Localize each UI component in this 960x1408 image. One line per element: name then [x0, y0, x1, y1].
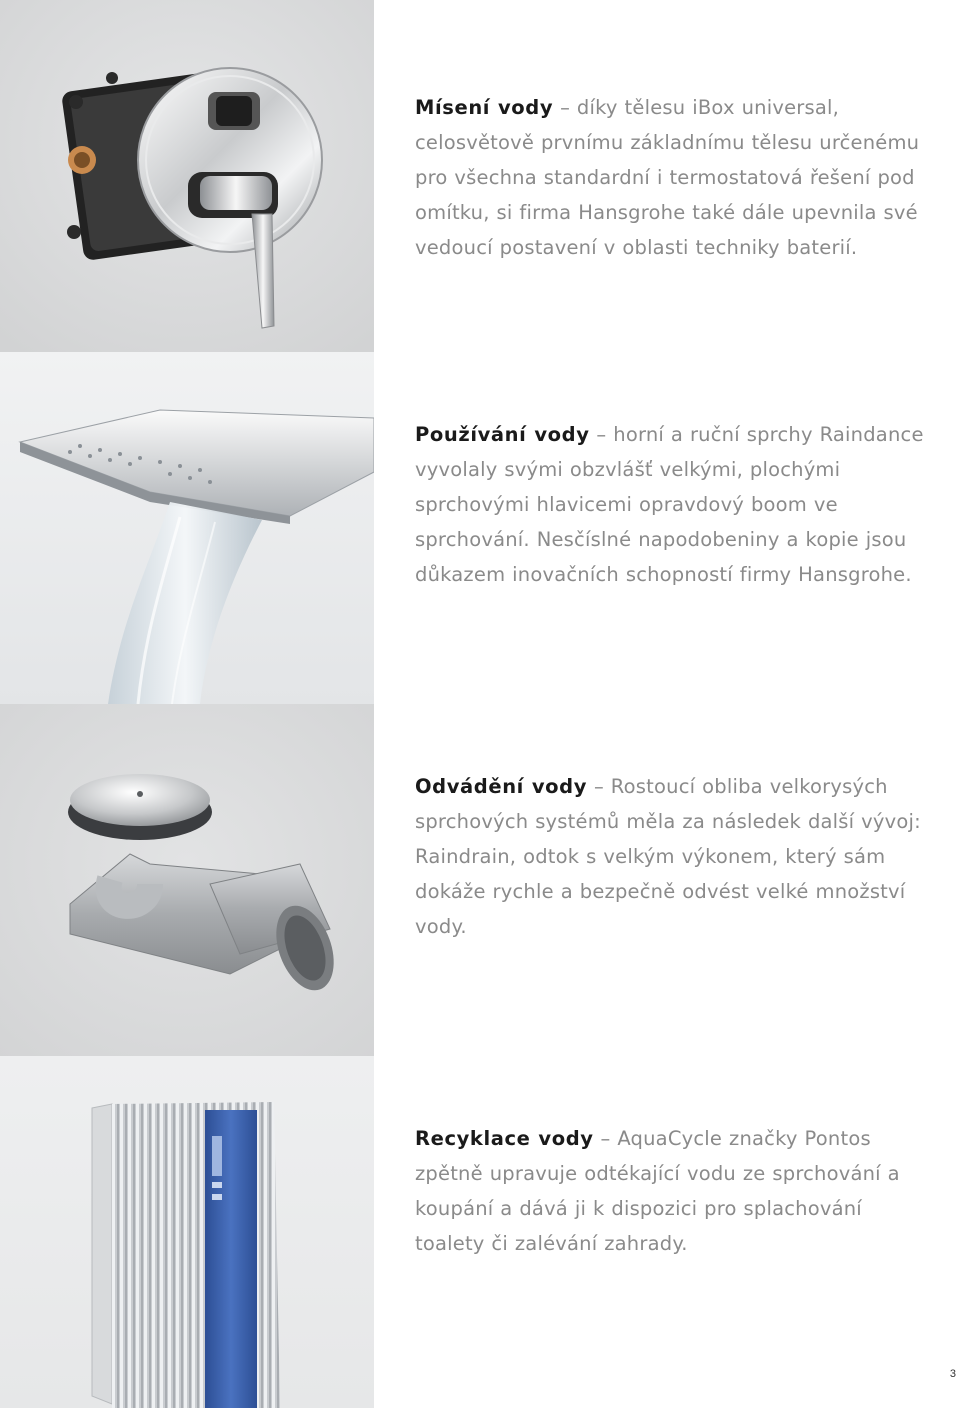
- ibox-mixer-image: [0, 0, 374, 352]
- page-number: 3: [949, 1368, 956, 1380]
- section-recycling-water: [415, 1121, 935, 1261]
- section-body: Rostoucí obliba velkorysých sprchových systémů měla za následek další vývoj: Raindrain, odtok s velkým výkonem, který sám dokáže rychle a bezpečně odvést velké množství vody.: [415, 775, 921, 938]
- section-heading: Recyklace vody: [415, 1127, 594, 1150]
- section-mixing-water: [415, 90, 935, 265]
- aquacycle-unit-image: [0, 1056, 374, 1408]
- section-heading: Mísení vody: [415, 96, 554, 119]
- section-dash: –: [600, 1127, 611, 1150]
- raindrain-drain-image: [0, 704, 374, 1056]
- section-body: díky tělesu iBox universal, celosvětově prvnímu základnímu tělesu určenému pro všechna standardní i termostatová řešení pod omítku, si firma Hansgrohe také dále upevnila své vedoucí postavení v oblasti techniky baterií.: [415, 96, 920, 259]
- section-heading: Používání vody: [415, 423, 590, 446]
- section-draining-water: [415, 769, 935, 944]
- section-dash: –: [593, 775, 604, 798]
- section-body: horní a ruční sprchy Raindance vyvolaly svými obzvlášť velkými, plochými sprchovými hlavicemi opravdový boom ve sprchování. Nesčíslné napodobeniny a kopie jsou důkazem inovačních schopností firmy Hansgrohe.: [415, 423, 924, 586]
- section-heading: Odvádění vody: [415, 775, 588, 798]
- section-using-water: [415, 417, 935, 592]
- section-dash: –: [560, 96, 571, 119]
- section-body: AquaCycle značky Pontos zpětně upravuje odtékající vodu ze sprchování a koupání a dává ji k dispozici pro splachování toalety či zalévání zahrady.: [415, 1127, 900, 1255]
- raindance-shower-image: [0, 352, 374, 704]
- section-dash: –: [596, 423, 607, 446]
